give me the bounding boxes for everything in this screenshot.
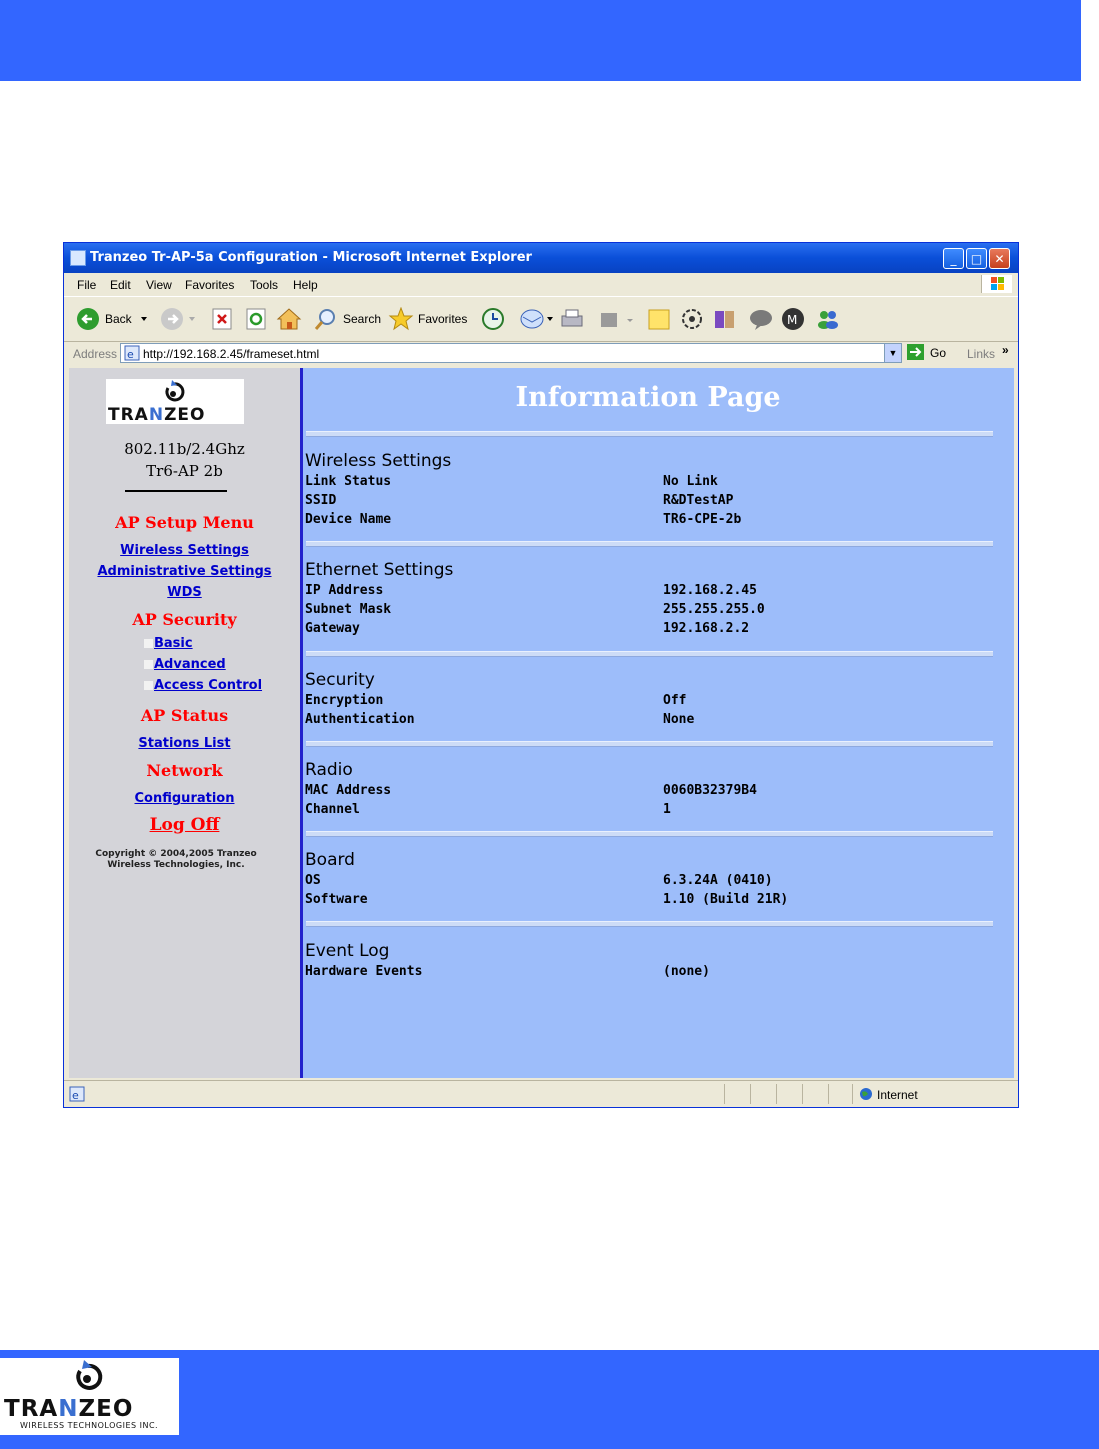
address-label: Address bbox=[73, 347, 118, 361]
subnet-mask-value: 255.255.255.0 bbox=[663, 602, 765, 617]
forward-arrow-icon bbox=[160, 307, 196, 331]
hardware-events-label: Hardware Events bbox=[305, 964, 423, 979]
media-icon[interactable] bbox=[780, 307, 806, 331]
page-status-icon bbox=[69, 1086, 85, 1102]
status-separator bbox=[776, 1084, 777, 1104]
ip-address-value: 192.168.2.45 bbox=[663, 583, 757, 598]
footer-logo-text: TRANZEO bbox=[4, 1396, 134, 1422]
page-icon bbox=[124, 345, 140, 361]
refresh-icon[interactable] bbox=[245, 307, 267, 331]
channel-label: Channel bbox=[305, 802, 360, 817]
print-icon[interactable] bbox=[559, 307, 585, 331]
model-line-1: 802.11b/2.4Ghz bbox=[124, 440, 245, 458]
section-title-radio: Radio bbox=[305, 760, 353, 780]
section-title-wireless: Wireless Settings bbox=[305, 451, 452, 471]
gateway-label: Gateway bbox=[305, 621, 360, 636]
tranzeo-logo bbox=[106, 379, 244, 424]
access-control-link[interactable]: Access Control bbox=[154, 678, 263, 693]
header-band bbox=[0, 0, 1081, 81]
go-label: Go bbox=[930, 346, 947, 360]
footer-logo bbox=[0, 1358, 179, 1435]
section-divider bbox=[306, 921, 993, 927]
section-divider bbox=[306, 741, 993, 747]
section-title-security: Security bbox=[305, 670, 375, 690]
status-separator bbox=[750, 1084, 751, 1104]
section-divider bbox=[306, 651, 993, 657]
address-dropdown-icon[interactable]: ▼ bbox=[884, 344, 901, 362]
tranzeo-logo-icon bbox=[161, 380, 187, 406]
svg-text:M: M bbox=[787, 313, 798, 327]
ap-security-heading: AP Security bbox=[132, 610, 237, 629]
ap-status-heading: AP Status bbox=[140, 706, 229, 725]
status-separator bbox=[852, 1084, 853, 1104]
notes-icon[interactable] bbox=[646, 307, 672, 331]
stop-icon[interactable] bbox=[211, 307, 233, 331]
section-title-event-log: Event Log bbox=[305, 941, 390, 961]
windows-logo-icon bbox=[981, 275, 1012, 293]
link-status-label: Link Status bbox=[305, 474, 392, 489]
section-divider bbox=[306, 831, 993, 837]
back-button[interactable] bbox=[76, 307, 156, 331]
maximize-button[interactable]: □ bbox=[966, 248, 987, 269]
edit-icon[interactable] bbox=[599, 307, 635, 331]
window-title: Tranzeo Tr-AP-5a Configuration - Microsoft Internet Explorer bbox=[90, 250, 532, 265]
software-label: Software bbox=[305, 892, 368, 907]
advanced-link[interactable]: Advanced bbox=[154, 657, 226, 672]
svg-text:e: e bbox=[127, 348, 134, 361]
star-icon bbox=[388, 307, 472, 331]
network-heading: Network bbox=[146, 761, 223, 780]
encryption-value: Off bbox=[663, 693, 687, 708]
menu-edit[interactable]: Edit bbox=[110, 278, 131, 292]
globe-icon bbox=[859, 1087, 873, 1101]
basic-link[interactable]: Basic bbox=[154, 636, 193, 651]
mac-address-label: MAC Address bbox=[305, 783, 392, 798]
chevron-right-icon[interactable]: » bbox=[1002, 343, 1009, 357]
ip-address-label: IP Address bbox=[305, 583, 384, 598]
address-bar bbox=[64, 341, 1018, 365]
menu-bar bbox=[64, 273, 1018, 295]
status-bar bbox=[64, 1080, 1018, 1108]
authentication-value: None bbox=[663, 712, 695, 727]
ssid-label: SSID bbox=[305, 493, 337, 508]
configuration-link[interactable]: Configuration bbox=[134, 791, 235, 806]
information-frame bbox=[303, 368, 1014, 1078]
footer-logo-tagline: WIRELESS TECHNOLOGIES INC. bbox=[20, 1421, 159, 1430]
gateway-value: 192.168.2.2 bbox=[663, 621, 750, 636]
toolbar bbox=[64, 296, 1018, 342]
log-off-link[interactable]: Log Off bbox=[149, 815, 220, 835]
section-title-ethernet: Ethernet Settings bbox=[305, 560, 454, 580]
zone-label: Internet bbox=[877, 1088, 918, 1102]
hardware-events-value: (none) bbox=[663, 964, 710, 979]
wds-link[interactable]: WDS bbox=[167, 585, 202, 600]
favorites-button[interactable] bbox=[388, 307, 472, 331]
svg-text:Back: Back bbox=[105, 312, 132, 326]
administrative-settings-link[interactable]: Administrative Settings bbox=[97, 564, 272, 579]
search-icon bbox=[314, 307, 384, 331]
svg-text:e: e bbox=[72, 1089, 79, 1102]
messenger-icon[interactable] bbox=[748, 307, 774, 331]
ie-icon bbox=[70, 250, 86, 266]
encryption-label: Encryption bbox=[305, 693, 384, 708]
forward-button[interactable] bbox=[160, 307, 196, 331]
contacts-icon[interactable] bbox=[815, 307, 841, 331]
svg-text:Favorites: Favorites bbox=[418, 312, 468, 326]
channel-value: 1 bbox=[663, 802, 671, 817]
menu-tools[interactable]: Tools bbox=[250, 278, 279, 292]
link-status-value: No Link bbox=[663, 474, 718, 489]
go-arrow-icon bbox=[906, 343, 926, 361]
stations-list-link[interactable]: Stations List bbox=[138, 736, 231, 751]
svg-text:Search: Search bbox=[343, 312, 382, 326]
os-value: 6.3.24A (0410) bbox=[663, 873, 773, 888]
status-separator bbox=[724, 1084, 725, 1104]
authentication-label: Authentication bbox=[305, 712, 415, 727]
page-title: Information Page bbox=[515, 382, 781, 413]
address-url: http://192.168.2.45/frameset.html bbox=[143, 347, 320, 361]
menu-help[interactable]: Help bbox=[293, 278, 318, 292]
home-icon[interactable] bbox=[276, 307, 302, 331]
wireless-settings-link[interactable]: Wireless Settings bbox=[120, 543, 249, 558]
back-arrow-icon bbox=[76, 307, 156, 331]
device-name-label: Device Name bbox=[305, 512, 392, 527]
menu-view[interactable]: View bbox=[146, 278, 172, 292]
tranzeo-logo-icon bbox=[70, 1360, 106, 1396]
address-input[interactable] bbox=[120, 343, 902, 363]
software-value: 1.10 (Build 21R) bbox=[663, 892, 789, 907]
history-icon[interactable] bbox=[480, 307, 506, 331]
subnet-mask-label: Subnet Mask bbox=[305, 602, 392, 617]
research-icon[interactable] bbox=[712, 307, 738, 331]
divider bbox=[125, 490, 227, 492]
device-name-value: TR6-CPE-2b bbox=[663, 512, 742, 527]
left-frame bbox=[69, 368, 300, 1078]
menu-favorites[interactable]: Favorites bbox=[185, 278, 235, 292]
os-label: OS bbox=[305, 873, 321, 888]
search-button[interactable] bbox=[314, 307, 384, 331]
section-title-board: Board bbox=[305, 850, 355, 870]
flower-icon[interactable] bbox=[679, 307, 705, 331]
browser-window bbox=[63, 242, 1019, 1108]
tranzeo-logo-text: TRANZEO bbox=[108, 405, 206, 425]
ap-setup-menu-heading: AP Setup Menu bbox=[115, 513, 254, 532]
minimize-button[interactable]: _ bbox=[943, 248, 964, 269]
section-divider bbox=[306, 541, 993, 547]
copyright-text: Copyright © 2004,2005 Tranzeo Wireless Technologies, Inc. bbox=[95, 849, 257, 870]
links-label[interactable]: Links bbox=[967, 347, 996, 361]
status-separator bbox=[828, 1084, 829, 1104]
menu-file[interactable]: File bbox=[77, 278, 97, 292]
ssid-value: R&DTestAP bbox=[663, 493, 734, 508]
go-button[interactable] bbox=[906, 343, 947, 364]
close-button[interactable]: ✕ bbox=[989, 248, 1010, 269]
status-separator bbox=[802, 1084, 803, 1104]
model-line-2: Tr6-AP 2b bbox=[146, 462, 223, 480]
mail-icon[interactable] bbox=[519, 307, 555, 331]
window-titlebar[interactable] bbox=[64, 243, 1018, 273]
section-divider bbox=[306, 431, 993, 437]
mac-address-value: 0060B32379B4 bbox=[663, 783, 757, 798]
